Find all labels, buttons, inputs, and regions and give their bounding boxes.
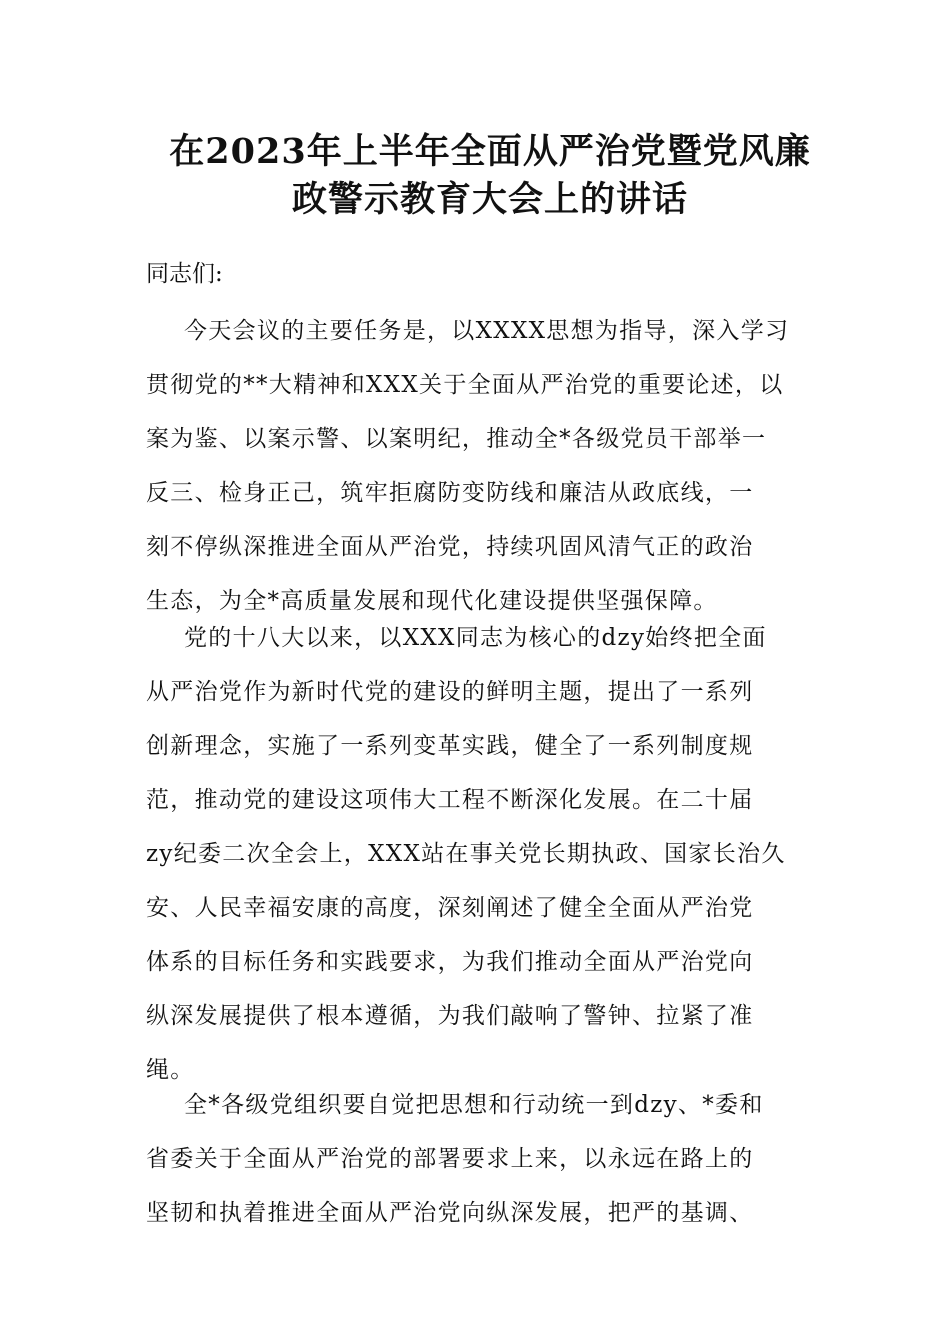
paragraph-line: 反三、检身正己，筑牢拒腐防变防线和廉洁从政底线，一 <box>146 480 754 506</box>
paragraph-line: 刻不停纵深推进全面从严治党，持续巩固风清气正的政治 <box>146 534 754 560</box>
paragraph-line: 案为鉴、以案示警、以案明纪，推动全*各级党员干部举一 <box>146 426 767 452</box>
paragraph-line: 从严治党作为新时代党的建设的鲜明主题，提出了一系列 <box>146 679 754 705</box>
paragraph-line: 体系的目标任务和实践要求，为我们推动全面从严治党向 <box>146 949 754 975</box>
paragraph-3 <box>146 1078 826 1240</box>
paragraph-line: 坚韧和执着推进全面从严治党向纵深发展，把严的基调、 <box>146 1200 754 1226</box>
paragraph-2 <box>146 611 826 1097</box>
paragraph-line: 纵深发展提供了根本遵循，为我们敲响了警钟、拉紧了准 <box>146 1003 754 1029</box>
paragraph-line: 党的十八大以来，以XXX同志为核心的dzy始终把全面 <box>184 625 767 651</box>
document-title-line-1: 在2023年上半年全面从严治党暨党风廉 <box>169 131 811 172</box>
paragraph-line: 创新理念，实施了一系列变革实践，健全了一系列制度规 <box>146 733 754 759</box>
paragraph-line: zy纪委二次全会上，XXX站在事关党长期执政、国家长治久 <box>146 841 786 867</box>
paragraph-line: 贯彻党的**大精神和XXX关于全面从严治党的重要论述，以 <box>146 372 784 398</box>
paragraph-1 <box>146 304 826 628</box>
document-title-line-2: 政警示教育大会上的讲话 <box>291 179 688 220</box>
paragraph-line: 安、人民幸福安康的高度，深刻阐述了健全全面从严治党 <box>146 895 754 921</box>
paragraph-line: 生态，为全*高质量发展和现代化建设提供坚强保障。 <box>146 588 718 614</box>
paragraph-line: 省委关于全面从严治党的部署要求上来，以永远在路上的 <box>146 1146 754 1172</box>
paragraph-line: 全*各级党组织要自觉把思想和行动统一到dzy、*委和 <box>184 1092 764 1118</box>
paragraph-line: 范，推动党的建设这项伟大工程不断深化发展。在二十届 <box>146 787 754 813</box>
paragraph-line: 绳。 <box>146 1057 195 1083</box>
paragraph-line: 今天会议的主要任务是，以XXXX思想为指导，深入学习 <box>184 318 790 344</box>
salutation: 同志们: <box>146 261 223 287</box>
